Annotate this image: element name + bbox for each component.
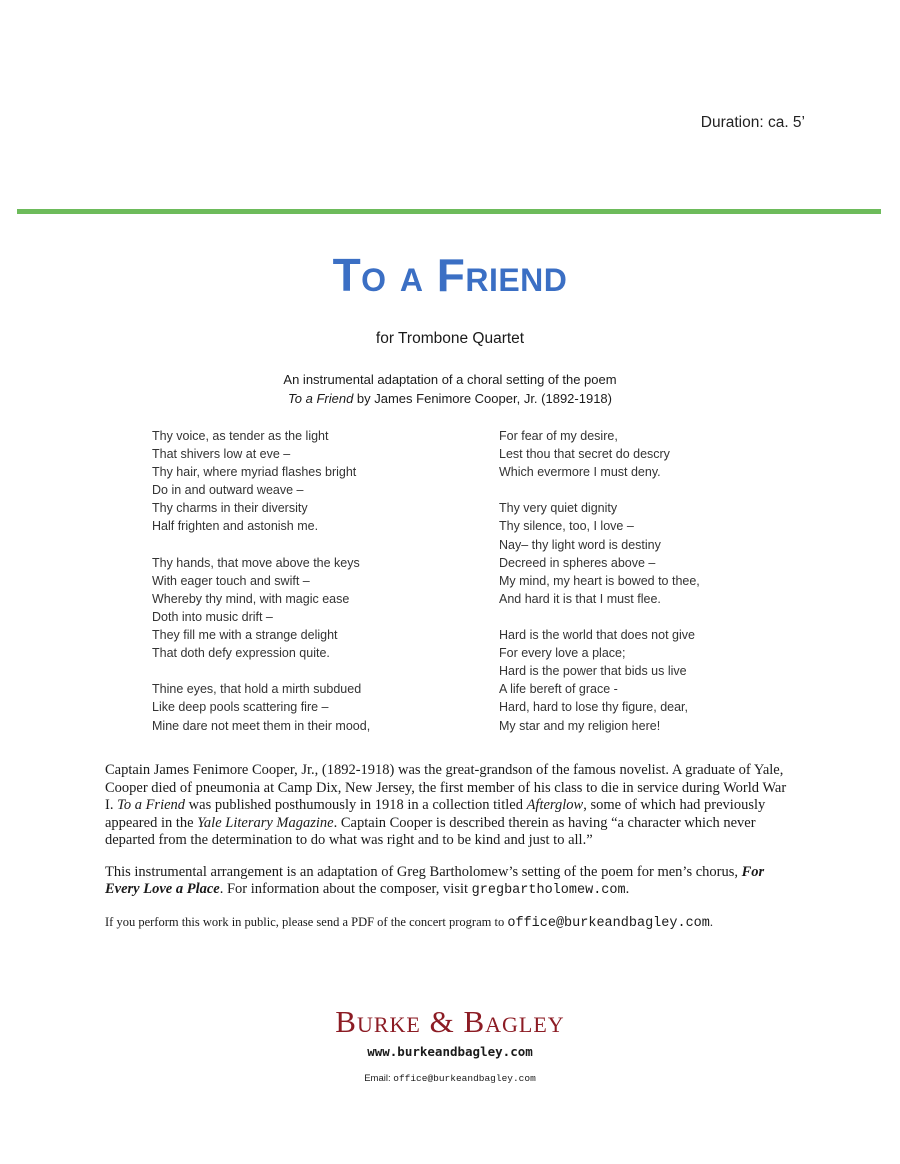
arrangement-text: . <box>625 881 630 897</box>
bio-text: was published posthumously in 1918 in a collection titled <box>185 797 527 813</box>
composer-website-link[interactable]: gregbartholomew.com <box>471 883 626 898</box>
poem-line: My mind, my heart is bowed to thee, <box>499 573 700 588</box>
header-divider <box>17 209 881 214</box>
poem-line: Like deep pools scattering fire – <box>152 700 329 715</box>
office-email-link[interactable]: office@burkeandbagley.com <box>507 915 710 931</box>
arrangement-paragraph <box>105 864 795 900</box>
page-title: To a Friend <box>332 249 568 301</box>
performance-paragraph <box>105 914 795 933</box>
bio-italic-collection: Afterglow <box>526 797 584 813</box>
intro-line-1: An instrumental adaptation of a choral setting of the poem <box>283 372 617 387</box>
poem-stanza <box>152 427 472 536</box>
poem-line: Doth into music drift – <box>152 609 273 624</box>
poem-line: And hard it is that I must flee. <box>499 591 661 606</box>
poem-line: That shivers low at eve – <box>152 447 291 462</box>
poem-line: Hard is the power that bids us live <box>499 664 687 679</box>
bio-italic-title: To a Friend <box>117 797 186 813</box>
poem-column-right <box>499 427 819 753</box>
poem-line: With eager touch and swift – <box>152 573 310 588</box>
choral-title: For Every Love a Place <box>105 863 765 897</box>
poem-line: Thy charms in their diversity <box>152 501 308 516</box>
poem-line: Whereby thy mind, with magic ease <box>152 591 350 606</box>
biography-paragraph <box>105 762 795 850</box>
poem-line: Decreed in spheres above – <box>499 555 656 570</box>
poem-line: That doth defy expression quite. <box>152 646 330 661</box>
poem-line: Lest thou that secret do descry <box>499 447 670 462</box>
intro-text <box>0 370 900 408</box>
poem-line: For fear of my desire, <box>499 429 618 443</box>
bio-text: . Captain Cooper is described therein as having “a character which never departed from the determination to do what was right and to be kind and just to all.” <box>105 814 756 848</box>
arrangement-text: . For information about the composer, visit <box>219 881 472 897</box>
poem-line: Hard, hard to lose thy figure, dear, <box>499 700 688 715</box>
performance-text: . <box>709 914 714 929</box>
poem-title-italic: To a Friend <box>288 391 354 406</box>
bio-text: Captain James Fenimore Cooper, Jr., (1892-1918) was the great-grandson of the famous novelist. A graduate of Yale, Cooper died of pneumonia at Camp Dix, New Jersey, the first member of his class to die in service during World War I. <box>105 762 787 813</box>
notes-section <box>105 762 795 946</box>
poem-line: Hard is the world that does not give <box>499 628 695 643</box>
performance-text: If you perform this work in public, please send a PDF of the concert program to <box>105 914 508 929</box>
subtitle: for Trombone Quartet <box>375 330 525 347</box>
intro-line-2 <box>0 389 900 408</box>
publisher-logo: Burke & Bagley <box>335 1004 565 1039</box>
poem-line: Thy silence, too, I love – <box>499 519 634 534</box>
poem-column-left <box>152 427 472 753</box>
poem-stanza <box>499 626 819 735</box>
bio-text: , some of which had previously appeared in the <box>105 797 766 831</box>
email-label: Email: <box>364 1073 394 1084</box>
bio-italic-magazine: Yale Literary Magazine <box>197 814 334 831</box>
arrangement-text: This instrumental arrangement is an adaptation of Greg Bartholomew’s setting of the poem for men’s chorus, <box>105 863 742 880</box>
poem-line: Nay– thy light word is destiny <box>499 537 661 552</box>
poem-line: Which evermore I must deny. <box>499 465 661 480</box>
publisher-email-link[interactable]: office@burkeandbagley.com <box>393 1073 536 1084</box>
poem-stanza <box>499 499 819 608</box>
publisher-email <box>0 1073 900 1084</box>
duration-label: Duration: ca. 5’ <box>700 114 805 131</box>
poem-stanza <box>152 554 472 663</box>
poem-line: Thy hair, where myriad flashes bright <box>152 465 357 480</box>
poem-line: Thy voice, as tender as the light <box>152 429 329 443</box>
poem-line: Thy hands, that move above the keys <box>152 555 360 570</box>
poem-line: My star and my religion here! <box>499 718 661 733</box>
poem-line: A life bereft of grace - <box>499 682 618 697</box>
poem-line: Mine dare not meet them in their mood, <box>152 718 371 733</box>
poem-stanza <box>499 427 819 481</box>
intro-author: by James Fenimore Cooper, Jr. (1892-1918) <box>353 391 612 406</box>
publisher-website-link[interactable]: www.burkeandbagley.com <box>367 1044 533 1059</box>
poem-stanza <box>152 680 472 734</box>
poem-line: Half frighten and astonish me. <box>152 519 319 534</box>
poem-line: Thy very quiet dignity <box>499 501 618 516</box>
poem-line: Thine eyes, that hold a mirth subdued <box>152 682 362 697</box>
poem-line: They fill me with a strange delight <box>152 628 338 643</box>
poem-line: For every love a place; <box>499 646 626 661</box>
poem-line: Do in and outward weave – <box>152 483 304 498</box>
